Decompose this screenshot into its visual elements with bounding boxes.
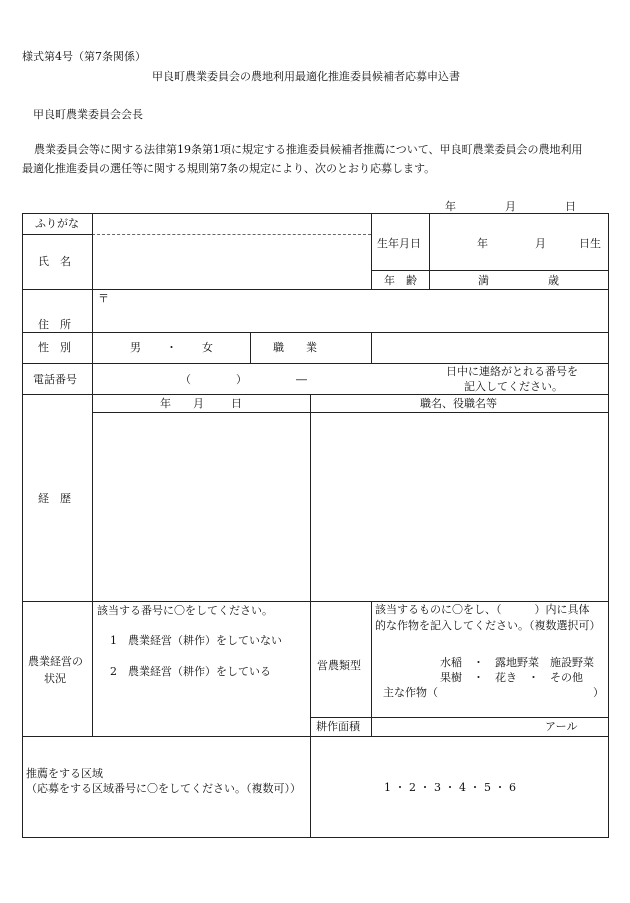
furigana-field[interactable]	[93, 214, 370, 233]
phone-note-line-1: 日中に連絡がとれる番号を	[446, 365, 578, 378]
name-label: 氏 名	[38, 255, 71, 268]
gender-label: 性 別	[38, 341, 71, 354]
district-label-line-1: 推薦をする区域	[26, 767, 103, 780]
main-crops-label: 主な作物（	[383, 686, 438, 699]
phone-note-line-2: 記入してください。	[464, 380, 563, 393]
career-col-month: 月	[193, 397, 204, 410]
farm-status-label-line-1: 農業経営の	[28, 655, 83, 668]
addressee: 甲良町農業委員会会長	[33, 108, 143, 121]
career-col-day: 日	[231, 397, 242, 410]
farm-status-option-2[interactable]: 2 農業経営（耕作）をしている	[110, 665, 271, 678]
farm-type-options-row-2[interactable]: 果樹 ・ 花き ・ その他	[440, 671, 583, 684]
gender-male-option[interactable]: 男	[130, 341, 141, 354]
birth-day-label: 日生	[579, 237, 601, 250]
birth-year-label: 年	[477, 237, 488, 250]
farm-type-options-row-1[interactable]: 水稲 ・ 露地野菜 施設野菜	[440, 656, 594, 669]
main-crops-field[interactable]	[440, 686, 590, 702]
career-date-field[interactable]	[93, 413, 309, 600]
farm-type-instruction-line-1: 該当するものに〇をし、（ ）内に具体	[375, 603, 590, 616]
address-label: 住 所	[38, 318, 71, 331]
form-title: 甲良町農業委員会の農地利用最適化推進委員候補者応募申込書	[152, 70, 460, 83]
intro-line-1: 農業委員会等に関する法律第19条第1項に規定する推進委員候補者推薦について、甲良町農業委員会の農地利用	[34, 143, 583, 156]
career-position-field[interactable]	[311, 413, 608, 600]
career-col-year: 年	[160, 397, 171, 410]
date-year: 年	[445, 200, 456, 213]
phone-field[interactable]	[93, 364, 423, 393]
career-col-position: 職名、役職名等	[420, 397, 497, 410]
cultivated-area-field[interactable]	[372, 718, 542, 735]
farm-status-instruction: 該当する番号に〇をしてください。	[97, 604, 273, 617]
date-day: 日	[565, 200, 576, 213]
intro-line-2: 最適化推進委員の選任等に関する規則第7条の規定により、次のとおり応募します。	[22, 162, 436, 175]
postal-mark: 〒	[98, 292, 109, 305]
address-field[interactable]	[93, 290, 608, 331]
cultivated-area-label: 耕作面積	[316, 720, 360, 733]
district-options[interactable]: 1 ・ 2 ・ 3 ・ 4 ・ 5 ・ 6	[384, 781, 516, 794]
phone-label: 電話番号	[33, 373, 77, 386]
age-unit-label: 歳	[548, 274, 559, 287]
birthdate-label: 生年月日	[377, 237, 421, 250]
form-number: 様式第4号（第7条関係）	[22, 50, 146, 63]
phone-close-paren: ）	[236, 373, 247, 386]
cultivated-area-unit: アール	[545, 720, 578, 733]
main-crops-close-paren: ）	[593, 686, 604, 699]
name-field[interactable]	[93, 235, 370, 288]
district-label-line-2: （応募をする区域番号に〇をしてください。（複数可））	[26, 782, 301, 795]
phone-dash: ―	[296, 373, 307, 386]
age-full-label: 満	[478, 274, 489, 287]
date-month: 月	[505, 200, 516, 213]
gender-separator: ・	[166, 341, 177, 354]
farm-type-instruction-line-2: 的な作物を記入してください。（複数選択可）	[375, 619, 601, 632]
occupation-label: 職 業	[273, 341, 317, 354]
gender-female-option[interactable]: 女	[202, 341, 213, 354]
age-label: 年 齢	[384, 274, 417, 287]
phone-open-paren: （	[180, 373, 191, 386]
birth-month-label: 月	[535, 237, 546, 250]
farm-type-label: 営農類型	[317, 659, 361, 672]
farm-status-label-line-2: 状況	[44, 672, 66, 685]
farm-status-option-1[interactable]: 1 農業経営（耕作）をしていない	[110, 634, 282, 647]
career-label: 経 歴	[38, 492, 71, 505]
furigana-label: ふりがな	[35, 217, 79, 230]
occupation-field[interactable]	[372, 333, 608, 362]
